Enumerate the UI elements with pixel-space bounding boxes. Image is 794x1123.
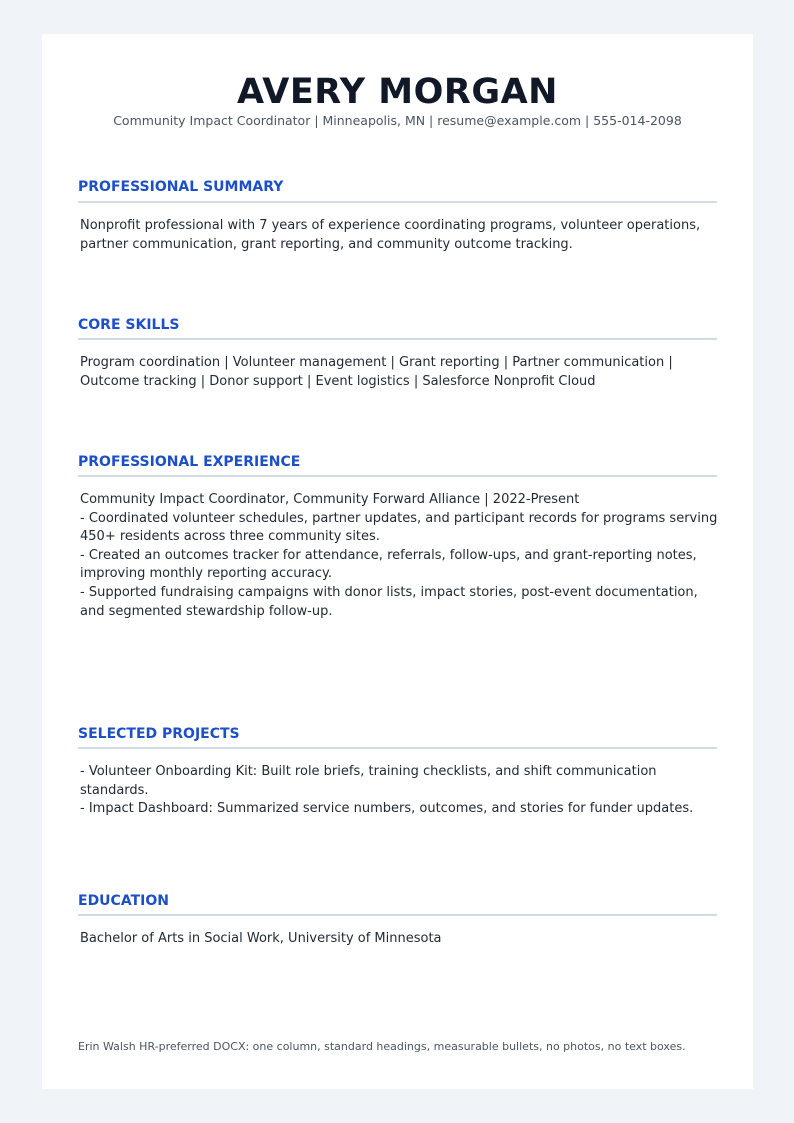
section-divider	[78, 914, 717, 916]
section-title-experience: PROFESSIONAL EXPERIENCE	[78, 454, 301, 470]
section-divider	[78, 747, 717, 749]
resume-page	[42, 34, 753, 1089]
skills-line: Program coordination | Volunteer management | Grant reporting | Partner communication |	[80, 355, 673, 370]
experience-bullet-cont: improving monthly reporting accuracy.	[80, 566, 332, 582]
education-text	[80, 930, 710, 949]
experience-role: Community Impact Coordinator, Community Forward Alliance | 2022-Present	[80, 492, 580, 507]
projects-text	[80, 763, 710, 819]
footer-note: Erin Walsh HR-preferred DOCX: one column, standard headings, measurable bullets, no photos, no text boxes.	[78, 1040, 686, 1053]
summary-text	[80, 217, 710, 254]
skills-text	[80, 354, 710, 391]
experience-bullet: - Created an outcomes tracker for attendance, referrals, follow-ups, and grant-reporting notes,	[80, 547, 697, 563]
project-bullet-cont: standards.	[80, 782, 149, 798]
candidate-name: AVERY MORGAN	[237, 72, 558, 112]
section-divider	[78, 338, 717, 340]
contact-line: Community Impact Coordinator | Minneapolis, MN | resume@example.com | 555-014-2098	[113, 113, 682, 128]
section-divider	[78, 201, 717, 203]
section-divider	[78, 475, 717, 477]
experience-bullet-cont: 450+ residents across three community sites.	[80, 529, 380, 545]
experience-bullet: - Supported fundraising campaigns with donor lists, impact stories, post-event documentation,	[80, 584, 698, 600]
section-title-projects: SELECTED PROJECTS	[78, 726, 240, 742]
summary-line: Nonprofit professional with 7 years of experience coordinating programs, volunteer operations,	[80, 218, 701, 233]
experience-text	[80, 491, 718, 621]
project-bullet: - Impact Dashboard: Summarized service numbers, outcomes, and stories for funder updates.	[80, 801, 694, 817]
education-line: Bachelor of Arts in Social Work, University of Minnesota	[80, 931, 442, 946]
experience-bullet: - Coordinated volunteer schedules, partner updates, and participant records for programs serving	[80, 510, 718, 526]
section-title-summary: PROFESSIONAL SUMMARY	[78, 179, 284, 195]
experience-bullet-cont: and segmented stewardship follow-up.	[80, 603, 333, 619]
summary-line: partner communication, grant reporting, and community outcome tracking.	[80, 236, 573, 252]
project-bullet: - Volunteer Onboarding Kit: Built role briefs, training checklists, and shift communication	[80, 764, 657, 779]
skills-line: Outcome tracking | Donor support | Event logistics | Salesforce Nonprofit Cloud	[80, 373, 596, 389]
section-title-education: EDUCATION	[78, 893, 169, 909]
section-title-skills: CORE SKILLS	[78, 317, 180, 333]
